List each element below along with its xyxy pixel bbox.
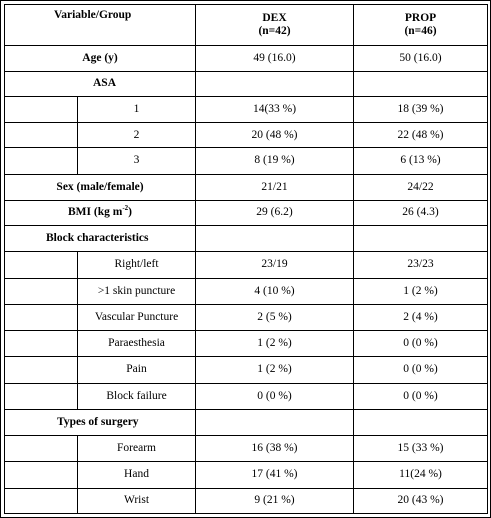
block-row-prop: 0 (0 %) — [354, 357, 488, 383]
block-row-label: Vascular Puncture — [78, 304, 196, 330]
indent-cell — [5, 331, 78, 357]
bmi-label-end: ) — [128, 206, 132, 219]
indent-cell — [5, 252, 78, 278]
block-row-dex: 23/19 — [196, 252, 354, 278]
table-row — [5, 357, 488, 383]
block-row-label: Block failure — [78, 383, 196, 409]
empty-cell — [354, 71, 488, 96]
table-row — [5, 409, 488, 435]
block-row-dex: 2 (5 %) — [196, 304, 354, 330]
block-row-prop: 1 (2 %) — [354, 278, 488, 304]
bmi-label-main: BMI (kg m — [68, 206, 123, 219]
surgery-row-label: Forearm — [78, 436, 196, 462]
table-row — [5, 462, 488, 488]
table-row — [5, 71, 488, 96]
table-row — [5, 252, 488, 278]
table-row — [5, 331, 488, 357]
block-row-prop: 0 (0 %) — [354, 331, 488, 357]
prop-header-n: (n=46) — [404, 25, 437, 38]
asa-row-label: 3 — [78, 148, 196, 174]
empty-cell — [196, 71, 354, 96]
age-dex: 49 (16.0) — [196, 46, 354, 71]
block-row-prop: 0 (0 %) — [354, 383, 488, 409]
table-row — [5, 304, 488, 330]
table-row — [5, 436, 488, 462]
table-row — [5, 123, 488, 148]
table-row — [5, 174, 488, 200]
table-row — [5, 488, 488, 513]
table-row — [5, 226, 488, 252]
block-label: Block characteristics — [5, 226, 196, 252]
asa-row-prop: 18 (39 %) — [354, 96, 488, 122]
surgery-row-prop: 20 (43 %) — [354, 488, 488, 513]
block-row-label: Right/left — [78, 252, 196, 278]
dex-header-n: (n=42) — [258, 25, 291, 38]
prop-header — [354, 5, 488, 46]
table-row — [5, 46, 488, 71]
empty-cell — [196, 226, 354, 252]
surgery-row-prop: 11(24 %) — [354, 462, 488, 488]
empty-cell — [354, 409, 488, 435]
dex-header-name: DEX — [262, 12, 287, 25]
table-row — [5, 200, 488, 225]
empty-cell — [354, 226, 488, 252]
asa-row-dex: 14(33 %) — [196, 96, 354, 122]
prop-header-name: PROP — [404, 12, 437, 25]
surgery-row-label: Hand — [78, 462, 196, 488]
indent-cell — [5, 304, 78, 330]
asa-row-dex: 20 (48 %) — [196, 123, 354, 148]
indent-cell — [5, 357, 78, 383]
dex-header — [196, 5, 354, 46]
block-row-label: Pain — [78, 357, 196, 383]
bmi-label — [5, 200, 196, 225]
asa-row-prop: 6 (13 %) — [354, 148, 488, 174]
empty-cell — [196, 409, 354, 435]
block-row-prop: 23/23 — [354, 252, 488, 278]
indent-cell — [5, 148, 78, 174]
indent-cell — [5, 123, 78, 148]
bmi-label-superscript: -2 — [122, 204, 129, 213]
sex-prop: 24/22 — [354, 174, 488, 200]
table-row — [5, 148, 488, 174]
block-row-dex: 1 (2 %) — [196, 331, 354, 357]
demographics-table — [4, 4, 488, 514]
block-row-prop: 2 (4 %) — [354, 304, 488, 330]
surgery-label: Types of surgery — [5, 409, 196, 435]
table-row — [5, 96, 488, 122]
asa-row-dex: 8 (19 %) — [196, 148, 354, 174]
sex-label: Sex (male/female) — [5, 174, 196, 200]
asa-row-label: 1 — [78, 96, 196, 122]
surgery-row-label: Wrist — [78, 488, 196, 513]
asa-label: ASA — [5, 71, 196, 96]
bmi-prop: 26 (4.3) — [354, 200, 488, 225]
block-row-label: >1 skin puncture — [78, 278, 196, 304]
asa-row-prop: 22 (48 %) — [354, 123, 488, 148]
indent-cell — [5, 436, 78, 462]
surgery-row-dex: 17 (41 %) — [196, 462, 354, 488]
table-row — [5, 383, 488, 409]
indent-cell — [5, 488, 78, 513]
table-row — [5, 278, 488, 304]
surgery-row-prop: 15 (33 %) — [354, 436, 488, 462]
variable-header: Variable/Group — [5, 5, 196, 46]
bmi-dex: 29 (6.2) — [196, 200, 354, 225]
indent-cell — [5, 278, 78, 304]
indent-cell — [5, 96, 78, 122]
block-row-dex: 1 (2 %) — [196, 357, 354, 383]
asa-row-label: 2 — [78, 123, 196, 148]
age-label: Age (y) — [5, 46, 196, 71]
age-prop: 50 (16.0) — [354, 46, 488, 71]
block-row-dex: 0 (0 %) — [196, 383, 354, 409]
header-row — [5, 5, 488, 46]
indent-cell — [5, 383, 78, 409]
surgery-row-dex: 9 (21 %) — [196, 488, 354, 513]
block-row-dex: 4 (10 %) — [196, 278, 354, 304]
surgery-row-dex: 16 (38 %) — [196, 436, 354, 462]
sex-dex: 21/21 — [196, 174, 354, 200]
block-row-label: Paraesthesia — [78, 331, 196, 357]
indent-cell — [5, 462, 78, 488]
